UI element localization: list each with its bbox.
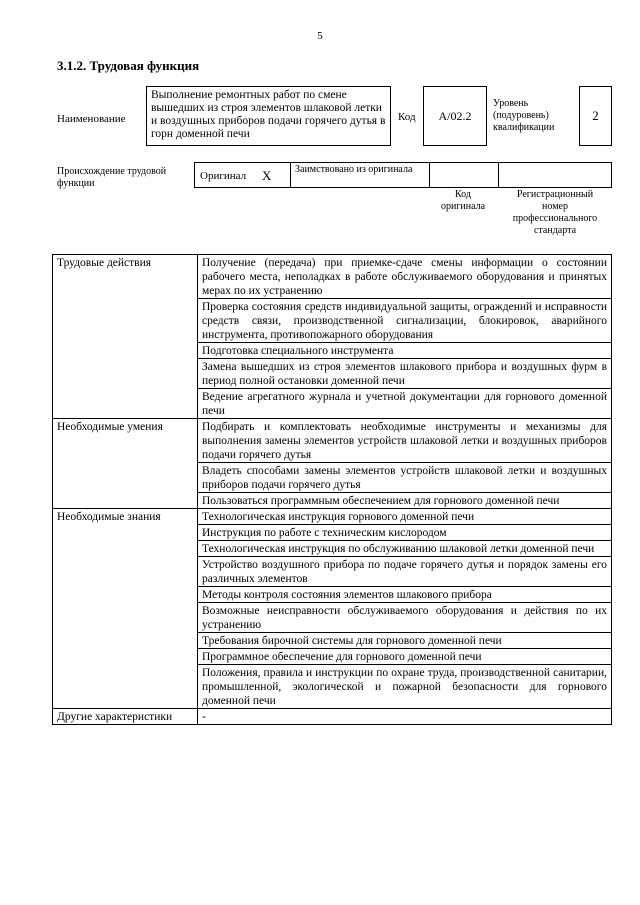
level-value: 2 [592, 108, 599, 123]
section-item-cell: Требования бирочной системы для горнового доменной печи [198, 633, 612, 649]
qualification-level-label: Уровень (подуровень) квалификации [493, 98, 555, 133]
borrowed-label: Заимствовано из оригинала [295, 164, 413, 175]
section-item-cell: Программное обеспечение для горнового доменной печи [198, 649, 612, 665]
section-item-cell: Владеть способами замены элементов устройств шлаковой летки и воздушных приборов подачи горячего дутья [198, 463, 612, 493]
section-item-cell: Положения, правила и инструкции по охране труда, производственной санитарии, промышленной, экологической и пожарной безопасности для горнового доменной печи [198, 665, 612, 709]
section-item-cell: Ведение агрегатного журнала и учетной документации для горнового доменной печи [198, 389, 612, 419]
table-row [53, 709, 612, 725]
section-item-cell: Получение (передача) при приемке-сдаче смены информации о состоянии рабочего места, неполадках в работе обслуживаемого оборудования и принятых мерах по их устранению [198, 255, 612, 299]
table-row [53, 419, 612, 463]
section-item-cell: Подготовка специального инструмента [198, 343, 612, 359]
original-cell [195, 163, 291, 187]
original-label: Оригинал [200, 170, 247, 182]
table-row [53, 509, 612, 525]
level-box [579, 86, 612, 146]
section-item-cell: Технологическая инструкция горнового доменной печи [198, 509, 612, 525]
section-item-cell: Замена вышедших из строя элементов шлакового прибора и воздушных фурм в период полной остановки доменной печи [198, 359, 612, 389]
section-item-cell: - [198, 709, 612, 725]
function-name: Выполнение ремонтных работ по смене вышедших из строя элементов шлаковой летки и воздушных приборов подачи горячего дутья в горн доменной печи [151, 89, 386, 140]
function-details-table [52, 254, 612, 725]
code-box [423, 86, 487, 146]
code-label: Код [398, 111, 416, 123]
table-row [53, 255, 612, 299]
section-title-cell: Трудовые действия [53, 255, 198, 419]
section-item-cell: Подбирать и комплектовать необходимые инструменты и механизмы для выполнения замены элементов устройств шлаковой летки и воздушных приборов подачи горячего дутья [198, 419, 612, 463]
section-item-cell: Пользоваться программным обеспечением для горнового доменной печи [198, 493, 612, 509]
section-item-cell: Инструкция по работе с техническим кислородом [198, 525, 612, 541]
section-item-cell: Проверка состояния средств индивидуальной защиты, ограждений и исправности средств связи, производственной сигнализации, блокировок, аварийного инструмента, противопожарного оборудования [198, 299, 612, 343]
section-title-cell: Необходимые знания [53, 509, 198, 709]
origin-row [194, 162, 612, 188]
registration-number-caption: Регистрационный номер профессионального стандарта [512, 189, 598, 236]
section-item-cell: Методы контроля состояния элементов шлакового прибора [198, 587, 612, 603]
name-label: Наименование [57, 113, 126, 125]
original-mark: Х [262, 168, 272, 183]
section-item-cell: Устройство воздушного прибора по подаче горячего дутья и порядок замены его различных элементов [198, 557, 612, 587]
page-number: 5 [317, 30, 323, 42]
original-code-caption: Код оригинала [440, 189, 486, 212]
section-title-cell: Необходимые умения [53, 419, 198, 509]
section-item-cell: Технологическая инструкция по обслуживанию шлаковой летки доменной печи [198, 541, 612, 557]
original-code-cell [429, 163, 499, 187]
registration-number-cell [497, 163, 611, 187]
section-item-cell: Возможные неисправности обслуживаемого оборудования и действия по их устранению [198, 603, 612, 633]
section-title-cell: Другие характеристики [53, 709, 198, 725]
origin-label: Происхождение трудовой функции [57, 166, 167, 189]
code-value: А/02.2 [438, 108, 472, 123]
section-title: 3.1.2. Трудовая функция [57, 58, 200, 73]
function-name-box [146, 86, 391, 146]
